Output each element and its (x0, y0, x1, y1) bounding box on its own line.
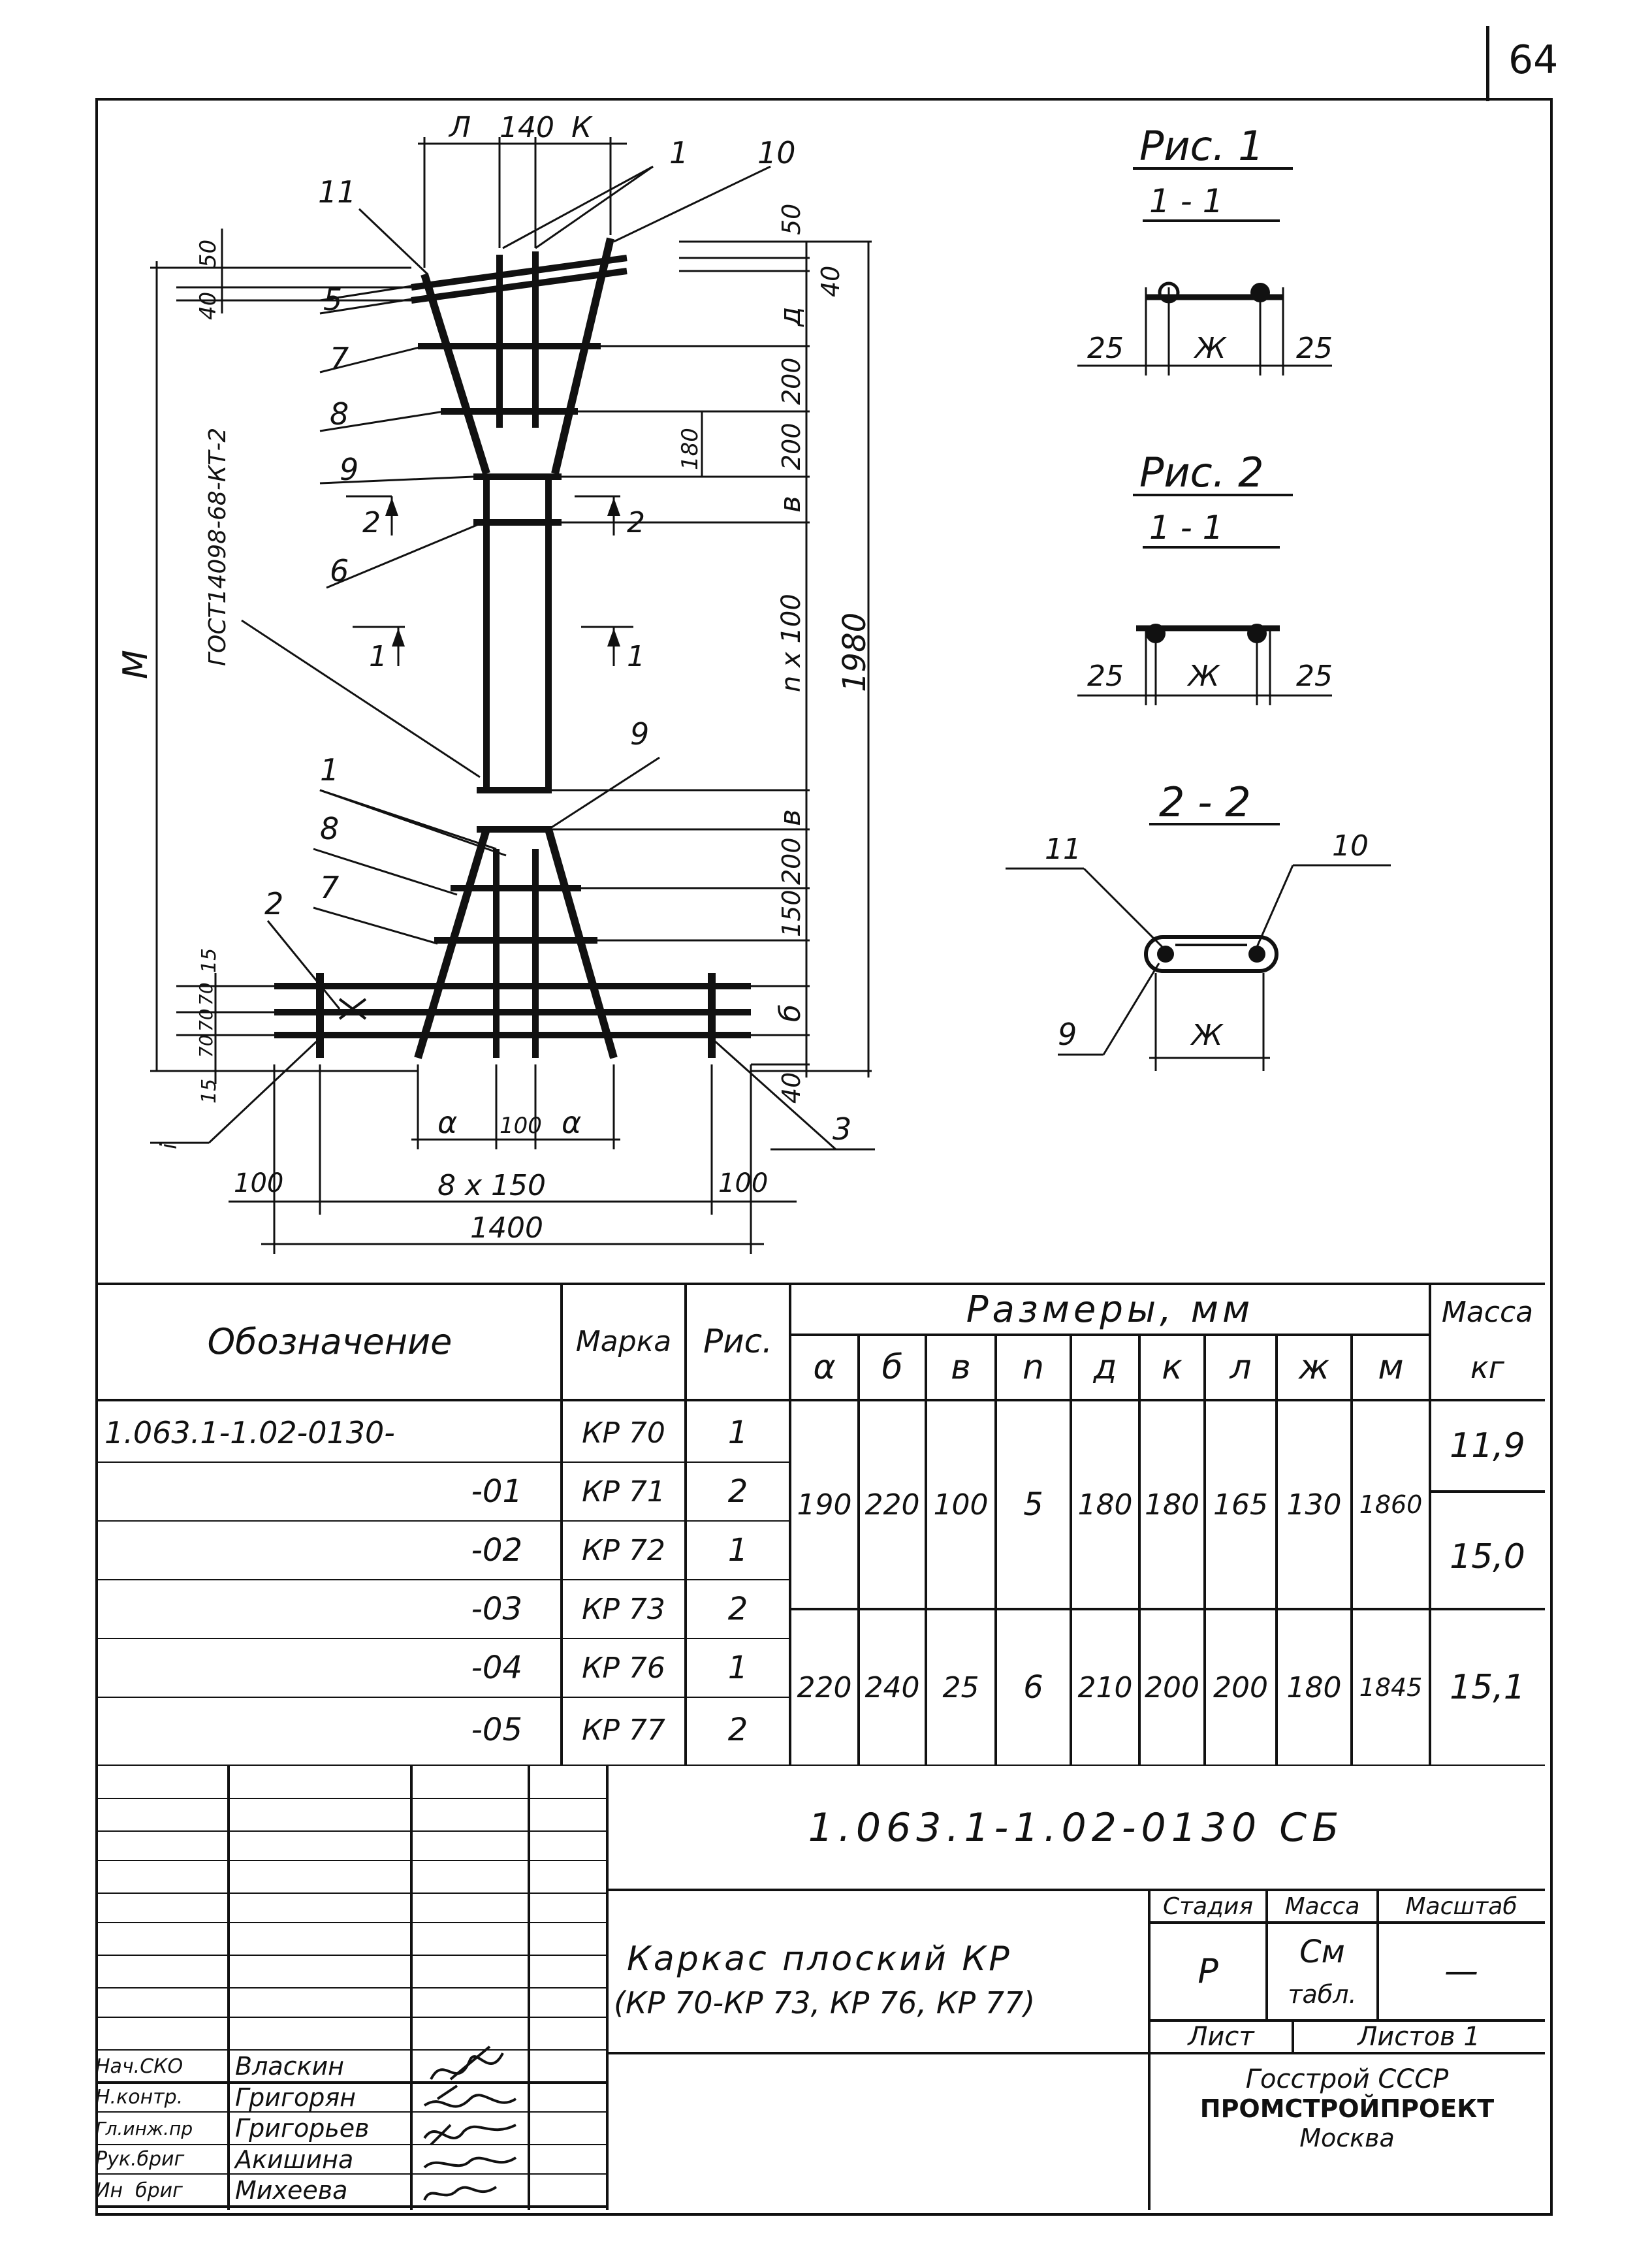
row-4-fig: 1 (727, 1650, 748, 1686)
dim-b: б (774, 1004, 807, 1022)
row-0-designation: 1.063.1-1.02-0130- (104, 1415, 395, 1450)
fig2-dim-mid: Ж (1188, 660, 1220, 693)
signature-4 (424, 2158, 516, 2167)
th-col-v: в (951, 1348, 971, 1387)
th-col-zh: ж (1299, 1348, 1329, 1387)
callout-1-top: 1 (669, 135, 689, 170)
g1-b: 220 (865, 1488, 920, 1522)
scale-label: Масштаб (1405, 1893, 1517, 1920)
org-line3: Москва (1299, 2124, 1395, 2152)
th-col-n: n (1023, 1348, 1044, 1387)
row-5-designation: -05 (471, 1712, 522, 1748)
sig-2-role: Гл.инж.пр (95, 2117, 193, 2139)
g1-m: 1860 (1359, 1490, 1423, 1519)
dim-nx100: n x 100 (776, 594, 806, 692)
sec22-label-11: 11 (1045, 833, 1081, 866)
dim-v-top: в (774, 496, 807, 513)
g1-zh: 130 (1286, 1488, 1342, 1522)
row-5-fig: 2 (727, 1712, 748, 1748)
g2-v: 25 (942, 1670, 979, 1704)
th-col-d: д (1093, 1348, 1117, 1387)
mass-1: 11,9 (1450, 1426, 1525, 1465)
dim-left-70c: 70 (195, 1034, 217, 1058)
sig-2-name: Григорьев (235, 2114, 370, 2143)
sig-0-role: Нач.СКО (95, 2054, 183, 2078)
row-4-designation: -04 (471, 1650, 522, 1686)
sig-4-role (94, 2174, 226, 2207)
sig-0-name: Власкин (235, 2052, 345, 2081)
callout-2-lower: 2 (264, 886, 284, 921)
section-1-left: 1 (369, 640, 387, 673)
sheet-number: 64 (1508, 37, 1559, 83)
sig-1-role: Н.контр. (95, 2086, 183, 2109)
g1-l: 165 (1213, 1488, 1268, 1522)
section-2-right: 2 (627, 506, 645, 539)
sig-4-name: Михеева (235, 2176, 348, 2205)
label-7: 7 (330, 341, 349, 376)
row-0-mark: КР 70 (582, 1416, 665, 1450)
sig-3-name: Акишина (235, 2145, 354, 2174)
signature-5 (424, 2187, 496, 2200)
th-col-m: м (1378, 1348, 1404, 1387)
section-1-right: 1 (627, 640, 645, 673)
label-6: 6 (330, 553, 349, 588)
callout-9-lower: 9 (630, 716, 650, 752)
sheet-number-divider (1486, 26, 1489, 101)
row-3-designation: -03 (471, 1591, 522, 1627)
g2-a: 220 (797, 1670, 852, 1704)
gost-note: ГОСТ14098-68-КТ-2 (204, 427, 231, 666)
th-mark: Марка (575, 1324, 672, 1358)
doc-code: 1.063.1-1.02-0130 СБ (808, 1805, 1344, 1851)
g1-k: 180 (1145, 1488, 1199, 1522)
g2-b: 240 (865, 1670, 920, 1704)
g2-n: 6 (1023, 1669, 1043, 1706)
scale-value: — (1444, 1952, 1478, 1991)
org-line2: ПРОМСТРОЙПРОЕКТ (1199, 2094, 1495, 2123)
th-sizes: Размеры, мм (966, 1288, 1254, 1331)
mass-value-1: См (1299, 1934, 1345, 1970)
org-line1: Госстрой СССР (1245, 2064, 1449, 2094)
row-4-mark: КР 76 (582, 1651, 665, 1685)
dim-100-left: 100 (234, 1168, 284, 1198)
stage-label: Стадия (1162, 1893, 1254, 1920)
dim-k: К (571, 111, 592, 144)
row-1-designation: -01 (471, 1473, 522, 1510)
mass-3: 15,1 (1450, 1668, 1525, 1707)
signature-2 (424, 2086, 516, 2107)
g1-v: 100 (933, 1488, 989, 1522)
row-2-designation: -02 (471, 1532, 522, 1569)
dim-1400: 1400 (470, 1211, 543, 1245)
sig-4-role-a: Ин (95, 2179, 123, 2202)
g2-zh: 180 (1286, 1670, 1342, 1704)
label-9: 9 (340, 452, 359, 487)
sec22-title: 2 - 2 (1159, 778, 1251, 826)
dim-100-right: 100 (718, 1168, 769, 1198)
fig2-dim-left: 25 (1087, 660, 1124, 693)
dim-d: д (774, 306, 807, 327)
dim-200-a: 200 (777, 357, 806, 405)
callout-10-top: 10 (757, 135, 796, 170)
row-3-mark: КР 73 (582, 1592, 665, 1626)
dim-40-bottom: 40 (777, 1072, 806, 1104)
label-8: 8 (330, 396, 349, 432)
callout-7-lower: 7 (320, 870, 340, 905)
callout-3-lower: 3 (833, 1111, 852, 1147)
fig1-title: Рис. 1 (1139, 122, 1264, 170)
title-name-line2: (КР 70-КР 73, КР 76, КР 77) (614, 1985, 1036, 2020)
dim-8x150: 8 x 150 (437, 1169, 546, 1202)
dim-alpha-2: α (562, 1105, 582, 1140)
dim-140: 140 (500, 111, 554, 144)
dim-M: М (116, 650, 155, 679)
dim-200-c: 200 (777, 837, 806, 885)
dim-alpha-1: α (437, 1105, 458, 1140)
g1-a: 190 (797, 1488, 852, 1522)
handwritten-signatures (411, 2040, 529, 2210)
th-col-k: к (1162, 1348, 1183, 1387)
th-designation: Обозначение (207, 1320, 452, 1362)
th-mass: Масса (1441, 1295, 1534, 1329)
sheets-label: Листов 1 (1357, 2022, 1480, 2052)
row-1-fig: 2 (727, 1473, 748, 1510)
th-col-l: л (1230, 1348, 1252, 1387)
title-name-line1: Каркас плоский КР (627, 1940, 1012, 1979)
label-5: 5 (323, 282, 343, 317)
fig2-title: Рис. 2 (1139, 449, 1264, 496)
mass-label: Масса (1284, 1893, 1360, 1920)
dim-1980: 1980 (836, 612, 873, 692)
row-0-fig: 1 (727, 1414, 748, 1451)
signature-3 (424, 2125, 516, 2145)
callout-1-lower: 1 (320, 752, 340, 788)
fig1-sub: 1 - 1 (1149, 182, 1224, 220)
fig1-dim-left: 25 (1087, 332, 1124, 365)
g2-k: 200 (1145, 1670, 1199, 1704)
dim-v-bottom: в (774, 809, 807, 826)
fig1-dim-mid: Ж (1195, 332, 1226, 365)
fig2-dim-right: 25 (1296, 660, 1333, 693)
sig-1-name: Григорян (235, 2083, 357, 2112)
dim-left-50: 50 (195, 239, 221, 268)
dim-left-15a: 15 (198, 948, 221, 973)
signature-1 (431, 2047, 503, 2079)
dim-left-40: 40 (195, 291, 221, 320)
g1-n: 5 (1023, 1486, 1043, 1523)
fig2-sub: 1 - 1 (1149, 509, 1224, 547)
dim-l: Л (449, 111, 471, 144)
dim-i: i (156, 1143, 182, 1149)
spec-table (98, 1283, 1545, 1766)
row-5-mark: КР 77 (582, 1713, 665, 1747)
dim-left-15b: 15 (198, 1078, 221, 1104)
dim-180-inner: 180 (677, 428, 703, 470)
g2-l: 200 (1213, 1670, 1268, 1704)
mass-value-2: табл. (1288, 1980, 1357, 2009)
sec22-dim-zh: Ж (1192, 1019, 1223, 1052)
main-drawing (98, 101, 1545, 1283)
dim-50: 50 (777, 203, 806, 235)
g2-m: 1845 (1359, 1673, 1423, 1702)
dim-150: 150 (777, 889, 806, 937)
sheet-label: Лист (1188, 2022, 1254, 2052)
sec22-label-10: 10 (1332, 829, 1369, 863)
th-fig: Рис. (703, 1322, 773, 1360)
stage-value: Р (1198, 1952, 1218, 1991)
fig1-dim-right: 25 (1296, 332, 1333, 365)
th-col-b: б (881, 1348, 903, 1387)
g1-d: 180 (1077, 1488, 1133, 1522)
dim-100-mid: 100 (500, 1113, 542, 1139)
g2-d: 210 (1077, 1670, 1133, 1704)
th-mass-unit: кг (1470, 1350, 1504, 1385)
callout-11: 11 (318, 174, 357, 210)
dim-200-b: 200 (777, 423, 806, 470)
title-block (95, 1766, 1545, 2210)
callout-8-lower: 8 (320, 811, 340, 846)
dim-left-70a: 70 (195, 982, 217, 1006)
row-3-fig: 2 (727, 1591, 748, 1627)
sig-4-role-b: бриг (135, 2179, 183, 2202)
row-1-mark: КР 71 (582, 1475, 665, 1509)
row-2-mark: КР 72 (582, 1533, 665, 1567)
dim-40: 40 (816, 265, 845, 297)
row-2-fig: 1 (727, 1532, 748, 1569)
sig-3-role: Рук.бриг (95, 2148, 185, 2171)
mass-2: 15,0 (1450, 1537, 1525, 1576)
section-2-left: 2 (362, 506, 381, 539)
th-col-a: α (813, 1348, 836, 1387)
dim-left-70b: 70 (195, 1008, 217, 1032)
sec22-label-9: 9 (1058, 1017, 1077, 1052)
